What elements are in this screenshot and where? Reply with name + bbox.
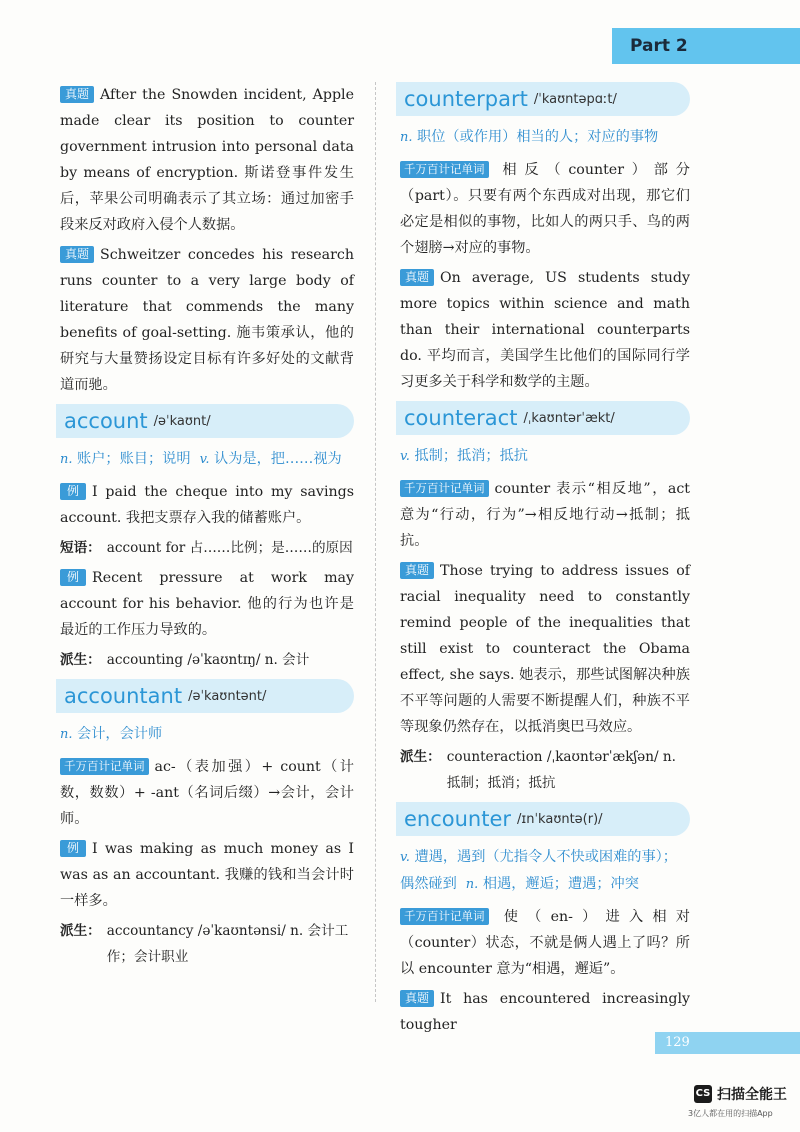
example-text: It has encountered increasingly tougher — [400, 991, 690, 1033]
memory-tag: 千万百计记单词 — [400, 908, 489, 925]
entry-header-counteract — [396, 401, 690, 435]
cs-logo-icon: CS — [694, 1085, 712, 1103]
example-text: I paid the cheque into my savings account. 我把支票存入我的储蓄账户。 — [60, 484, 354, 526]
example — [60, 479, 354, 531]
memory-text: ac-（表加强）+ count（计数，数数）+ -ant（名词后缀）→会计，会计师。 — [60, 759, 354, 827]
exam-example — [400, 265, 690, 395]
memory-tip — [400, 476, 690, 554]
memory-tip — [400, 904, 690, 982]
memory-text: 使（en-）进入相对（counter）状态，不就是俩人遇上了吗？所以 encounter 意为“相遇，邂逅”。 — [400, 909, 690, 977]
derivative-text: accountancy /əˈkaʊntənsi/ n. 会计工作；会计职业 — [106, 923, 349, 965]
exam-tag: 真题 — [400, 562, 434, 579]
definition-text: 账户；账目；说明 — [77, 451, 191, 467]
exam-example — [60, 82, 354, 238]
part-tab: Part 2 — [612, 28, 800, 64]
exam-tag: 真题 — [400, 990, 434, 1007]
entry-header-accountant — [56, 679, 354, 713]
definition — [60, 721, 354, 748]
phonetic: /əˈkaʊntənt/ — [188, 688, 267, 704]
headword: account — [64, 409, 148, 433]
exam-tag: 真题 — [60, 86, 94, 103]
logo-tagline: 3亿人都在用的扫描App — [688, 1109, 773, 1118]
exam-tag: 真题 — [60, 246, 94, 263]
left-column — [60, 82, 354, 974]
memory-tag: 千万百计记单词 — [400, 480, 489, 497]
memory-text: counter 表示“相反地”，act 意为“行动，行为”→相反地行动→抵制；抵抗。 — [400, 481, 690, 549]
pos-label: n. — [465, 877, 479, 892]
derivative-label: 派生： — [60, 923, 101, 939]
derivative-label: 派生： — [60, 652, 101, 668]
headword: encounter — [404, 807, 512, 831]
exam-example — [400, 986, 690, 1038]
column-divider — [375, 82, 376, 1002]
example-text: On average, US students study more topics within science and math than their international counterparts do. 平均而言，美国学生比他们的国际同行学习更多关于科学和数学的主题。 — [400, 270, 690, 390]
example-tag: 例 — [60, 569, 86, 586]
derivative-text: accounting /əˈkaʊntɪŋ/ n. 会计 — [106, 652, 310, 668]
definition — [60, 446, 354, 473]
definition-text: 会计，会计师 — [77, 726, 163, 742]
phonetic: /ɪnˈkaʊntə(r)/ — [517, 811, 603, 827]
entry-header-account — [56, 404, 354, 438]
pos-label: n. — [400, 130, 413, 145]
phrase-label: 短语： — [60, 540, 101, 556]
phrase-row — [60, 535, 354, 561]
pos-label: n. — [60, 452, 73, 467]
page-number: 129 — [665, 1035, 690, 1050]
example-tag: 例 — [60, 483, 86, 500]
derivative-label: 派生： — [400, 749, 441, 765]
entry-header-counterpart — [396, 82, 690, 116]
derivative-text: counteraction /ˌkaʊntərˈækʃən/ n. 抵制；抵消；抵抗 — [446, 749, 676, 791]
phrase-text: account for 占……比例；是……的原因 — [106, 540, 353, 556]
definition-text: 认为是，把……视为 — [214, 451, 342, 467]
headword: counterpart — [404, 87, 528, 111]
definition-text: 相遇，邂逅；遭遇；冲突 — [482, 876, 639, 892]
derivative-row — [60, 918, 354, 970]
memory-text: 相反（counter）部分（part）。只要有两个东西成对出现，那它们必定是相似的事物，比如人的两只手、鸟的两个翅膀→对应的事物。 — [400, 162, 690, 256]
exam-example — [400, 558, 690, 740]
memory-tip — [60, 754, 354, 832]
phonetic: /ˌkaʊntərˈækt/ — [523, 410, 615, 426]
entry-header-encounter — [396, 802, 690, 836]
definition-text: 抵制；抵消；抵抗 — [414, 448, 528, 464]
exam-example — [60, 242, 354, 398]
definition — [400, 844, 690, 898]
memory-tag: 千万百计记单词 — [60, 758, 149, 775]
example-text: After the Snowden incident, Apple made clear its position to counter government intrusion into personal data by means of encryption. 斯诺登事件发生后，苹果公司明确表示了其立场：通过加密手段来反对政府入侵个人数据。 — [60, 87, 354, 233]
definition — [400, 124, 690, 151]
logo-name: 扫描全能王 — [717, 1087, 787, 1103]
pos-label: n. — [60, 727, 73, 742]
example-text: I was making as much money as I was as an accountant. 我赚的钱和当会计时一样多。 — [60, 841, 354, 909]
headword: accountant — [64, 684, 183, 708]
example-tag: 例 — [60, 840, 86, 857]
definition-text: 遭遇，遇到（尤指令人不快或困难的事）；偶然碰到 — [400, 849, 677, 892]
phonetic: /əˈkaʊnt/ — [153, 413, 211, 429]
pos-label: v. — [400, 850, 410, 865]
example — [60, 836, 354, 914]
example-text: Recent pressure at work may account for his behavior. 他的行为也许是最近的工作压力导致的。 — [60, 570, 354, 638]
example-text: Those trying to address issues of racial inequality need to constantly remind people of the inequalities that still exist to counteract the Obama effect, she says. 她表示，那些试图解决种族不平等问题的人需要不断提醒人们，种族不平等现象仍然存在，以抵消奥巴马效应。 — [400, 563, 690, 735]
derivative-row — [60, 647, 354, 673]
memory-tag: 千万百计记单词 — [400, 161, 489, 178]
pos-label: v. — [199, 452, 210, 467]
definition — [400, 443, 690, 470]
scanner-logo — [694, 1084, 787, 1104]
memory-tip — [400, 157, 690, 261]
phonetic: /ˈkaʊntəpɑːt/ — [533, 91, 617, 107]
example — [60, 565, 354, 643]
derivative-row — [400, 744, 690, 796]
pos-label: v. — [400, 449, 410, 464]
definition-text: 职位（或作用）相当的人；对应的事物 — [417, 129, 659, 145]
exam-tag: 真题 — [400, 269, 434, 286]
headword: counteract — [404, 406, 518, 430]
right-column — [400, 82, 690, 1042]
example-text: Schweitzer concedes his research runs counter to a very large body of literature that commends the many benefits of goal-setting. 施韦策承认，他的研究与大量赞扬设定目标有许多好处的文献背道而驰。 — [60, 247, 354, 393]
